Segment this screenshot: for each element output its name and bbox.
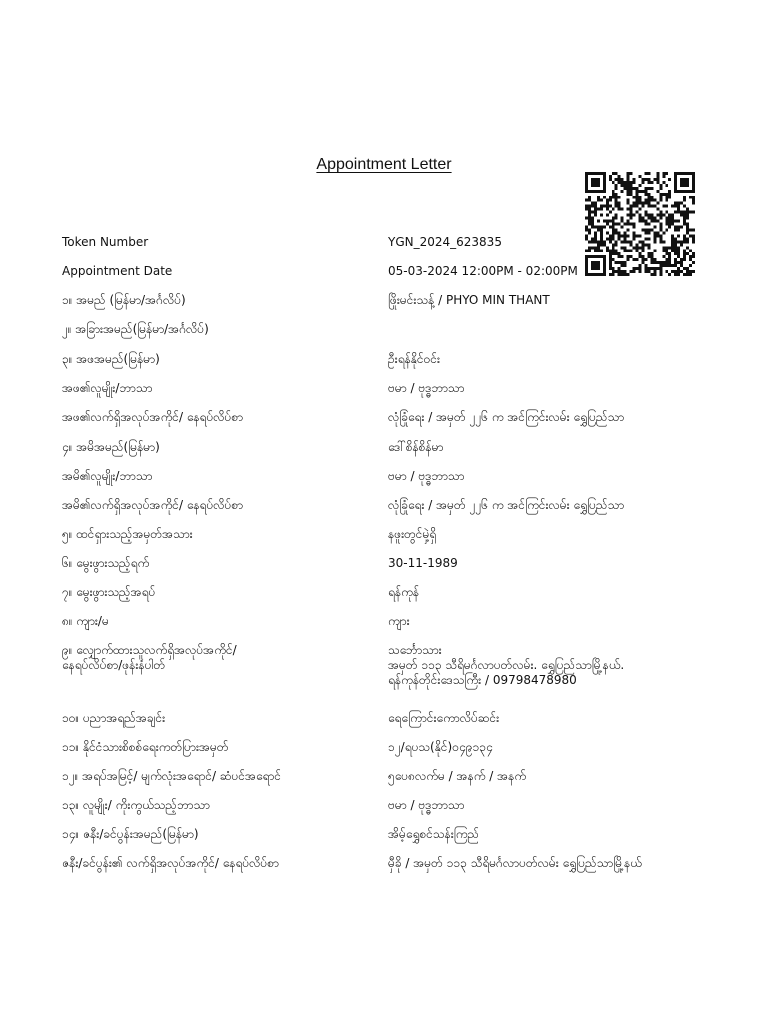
field-label: အမိ၏လက်ရှိအလုပ်အကိုင်/ နေရပ်လိပ်စာ xyxy=(62,498,244,512)
field-value: 30-11-1989 xyxy=(388,556,458,570)
field-value: ဗမာ / ဗုဒ္ဓဘာသာ xyxy=(388,469,465,483)
field-label: ၉။ လျှောက်ထားသူလက်ရှိအလုပ်အကိုင်/ နေရပ်လိပ်စာ/ဖုန်းနံပါတ် xyxy=(62,643,237,672)
field-value: သင်္ဘောသား အမှတ် ၁၁၃ သီရိမင်္ဂလာပတ်လမ်း. ရွှေပြည်သာမြို့နယ်. ရန်ကုန်တိုင်းဒေသကြီး / 09798478980 xyxy=(388,643,625,687)
field-value: လုံခြုံရေး / အမှတ် ၂၂၆ က အင်ကြင်းလမ်း ရွှေပြည်သာ xyxy=(388,498,625,512)
field-label: ၃။ အဖအမည်(မြန်မာ) xyxy=(62,352,160,366)
field-value: ဦးရန်နိုင်ဝင်း xyxy=(388,352,441,366)
field-label: ၇။ မွေးဖွားသည့်အရပ် xyxy=(62,585,156,599)
field-label: ၁၁။ နိုင်ငံသားစိစစ်ရေးကတ်ပြားအမှတ် xyxy=(62,740,229,754)
field-value: ဒေါ်စိန်စိန်မာ xyxy=(388,440,444,454)
document-title: Appointment Letter xyxy=(316,156,452,173)
field-label: အမိ၏လူမျိုး/ဘာသာ xyxy=(62,469,153,483)
field-label: အဖ၏လူမျိုး/ဘာသာ xyxy=(62,381,153,395)
field-value: ဗမာ / ဗုဒ္ဓဘာသာ xyxy=(388,381,465,395)
field-label: ၁၂။ အရပ်အမြင့်/ မျက်လုံးအရောင်/ ဆံပင်အရောင် xyxy=(62,769,282,783)
field-label: ဇနီး/ခင်ပွန်း၏ လက်ရှိအလုပ်အကိုင်/ နေရပ်လိပ်စာ xyxy=(62,856,279,870)
field-label: ၁။ အမည် (မြန်မာ/အင်္ဂလိပ်) xyxy=(62,293,186,307)
field-value: ဖြိုးမင်းသန့် / PHYO MIN THANT xyxy=(388,293,550,307)
field-label: ၆။ မွေးဖွားသည့်ရက် xyxy=(62,556,150,570)
field-value: မှီခို / အမှတ် ၁၁၃ သီရိမင်္ဂလာပတ်လမ်း ရွှေပြည်သာမြို့နယ် xyxy=(388,856,642,870)
field-value: အိမ့်ရွှေစင်သန်းကြည် xyxy=(388,827,480,841)
field-value: ၁၂/ရပသ(နိုင်)၀၄၉၁၃၄ xyxy=(388,740,493,754)
field-label: အဖ၏လက်ရှိအလုပ်အကိုင်/ နေရပ်လိပ်စာ xyxy=(62,410,244,424)
field-label: ၄။ အမိအမည်(မြန်မာ) xyxy=(62,440,160,454)
field-value: YGN_2024_623835 xyxy=(388,235,502,249)
field-value: ကျား xyxy=(388,614,410,628)
field-label: Token Number xyxy=(62,235,149,249)
field-label: ၈။ ကျား/မ xyxy=(62,614,109,628)
field-label: ၅။ ထင်ရှားသည့်အမှတ်အသား xyxy=(62,527,193,541)
field-label: ၁၄။ ဇနီး/ခင်ပွန်းအမည်(မြန်မာ) xyxy=(62,827,199,841)
field-value: 05-03-2024 12:00PM - 02:00PM xyxy=(388,264,578,278)
field-label: ၁၃။ လူမျိုး/ ကိုးကွယ်သည့်ဘာသာ xyxy=(62,798,210,812)
field-value: ဗမာ / ဗုဒ္ဓဘာသာ xyxy=(388,798,465,812)
field-value: ရန်ကုန် xyxy=(388,585,420,599)
field-label: ၁၀။ ပညာအရည်အချင်း xyxy=(62,711,166,725)
field-value: နဖူးတွင်မှဲ့ရှိ xyxy=(388,527,437,541)
field-label: Appointment Date xyxy=(62,264,173,278)
field-value: ရေကြောင်းကောလိပ်ဆင်း xyxy=(388,711,500,725)
field-value: လုံခြုံရေး / အမှတ် ၂၂၆ က အင်ကြင်းလမ်း ရွှေပြည်သာ xyxy=(388,410,625,424)
field-label: ၂။ အခြားအမည်(မြန်မာ/အင်္ဂလိပ်) xyxy=(62,322,209,336)
field-value: ၅ပေ၈လက်မ / အနက် / အနက် xyxy=(388,769,527,783)
